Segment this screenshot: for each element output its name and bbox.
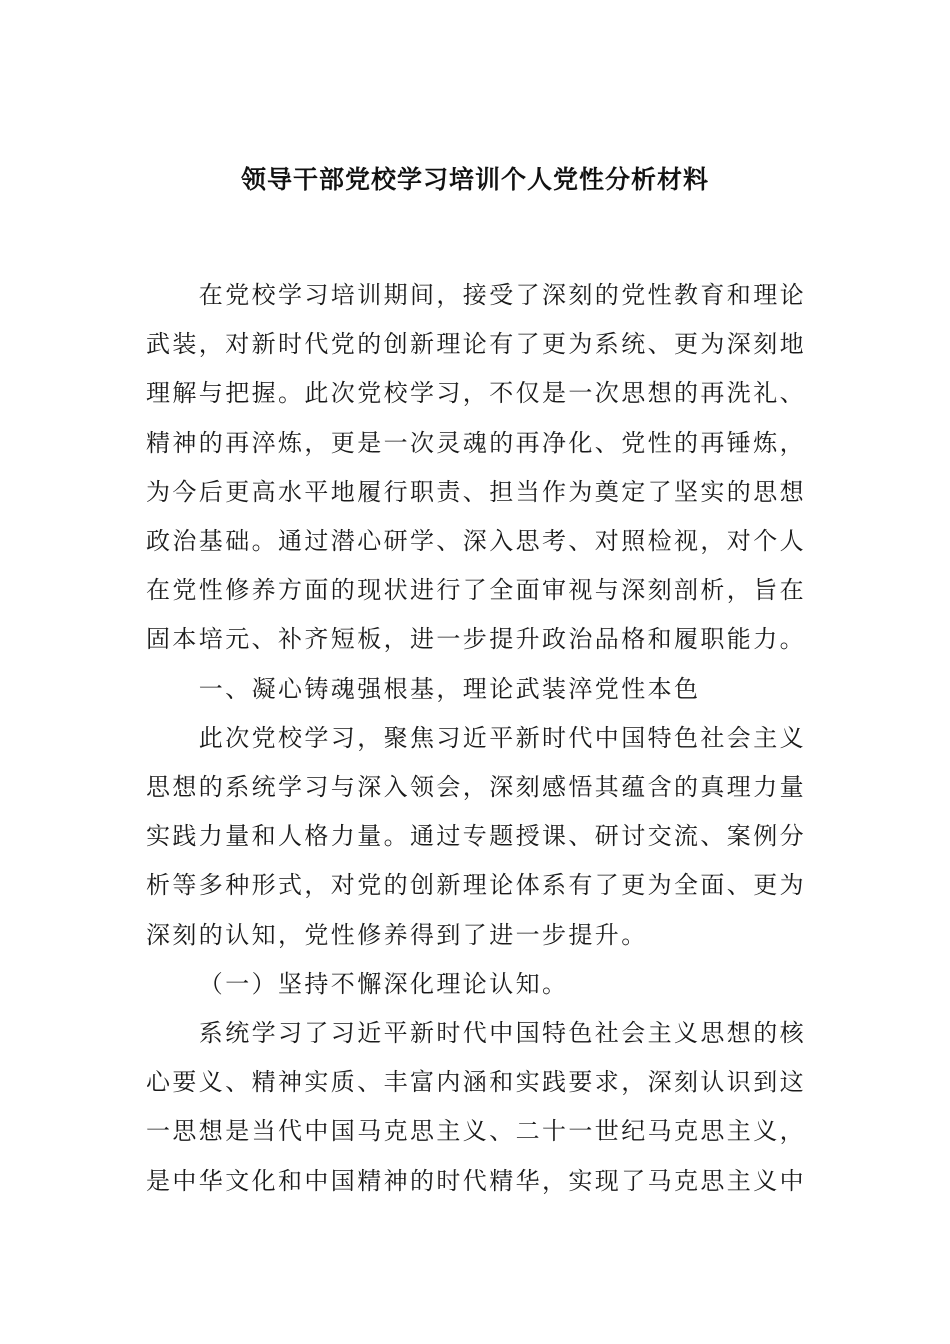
section-heading-1: 一、凝心铸魂强根基，理论武装淬党性本色 xyxy=(198,674,701,703)
subsection-1-paragraph: 系统学习了习近平新时代中国特色社会主义思想的核心要义、精神实质、丰富内涵和实践要求，深刻认识到这一思想是当代中国马克思主义、二十一世纪马克思主义，是中华文化和中国精神的时代精华，实现了马克思主义中 xyxy=(146,1019,806,1195)
intro-paragraph: 在党校学习培训期间，接受了深刻的党性教育和理论武装，对新时代党的创新理论有了更为系统、更为深刻地理解与把握。此次党校学习，不仅是一次思想的再洗礼、精神的再淬炼，更是一次灵魂的再净化、党性的再锤炼，为今后更高水平地履行职责、担当作为奠定了坚实的思想政治基础。通过潜心研学、深入思考、对照检视，对个人在党性修养方面的现状进行了全面审视与深刻剖析，旨在固本培元、补齐短板，进一步提升政治品格和履职能力。 xyxy=(146,281,806,654)
section-1-paragraph: 此次党校学习，聚焦习近平新时代中国特色社会主义思想的系统学习与深入领会，深刻感悟其蕴含的真理力量实践力量和人格力量。通过专题授课、研讨交流、案例分析等多种形式，对党的创新理论体系有了更为全面、更为深刻的认知，党性修养得到了进一步提升。 xyxy=(146,723,806,949)
document-body xyxy=(146,271,806,1206)
document-title: 领导干部党校学习培训个人党性分析材料 xyxy=(240,165,709,194)
subsection-heading-1: （一）坚持不懈深化理论认知。 xyxy=(198,969,569,998)
